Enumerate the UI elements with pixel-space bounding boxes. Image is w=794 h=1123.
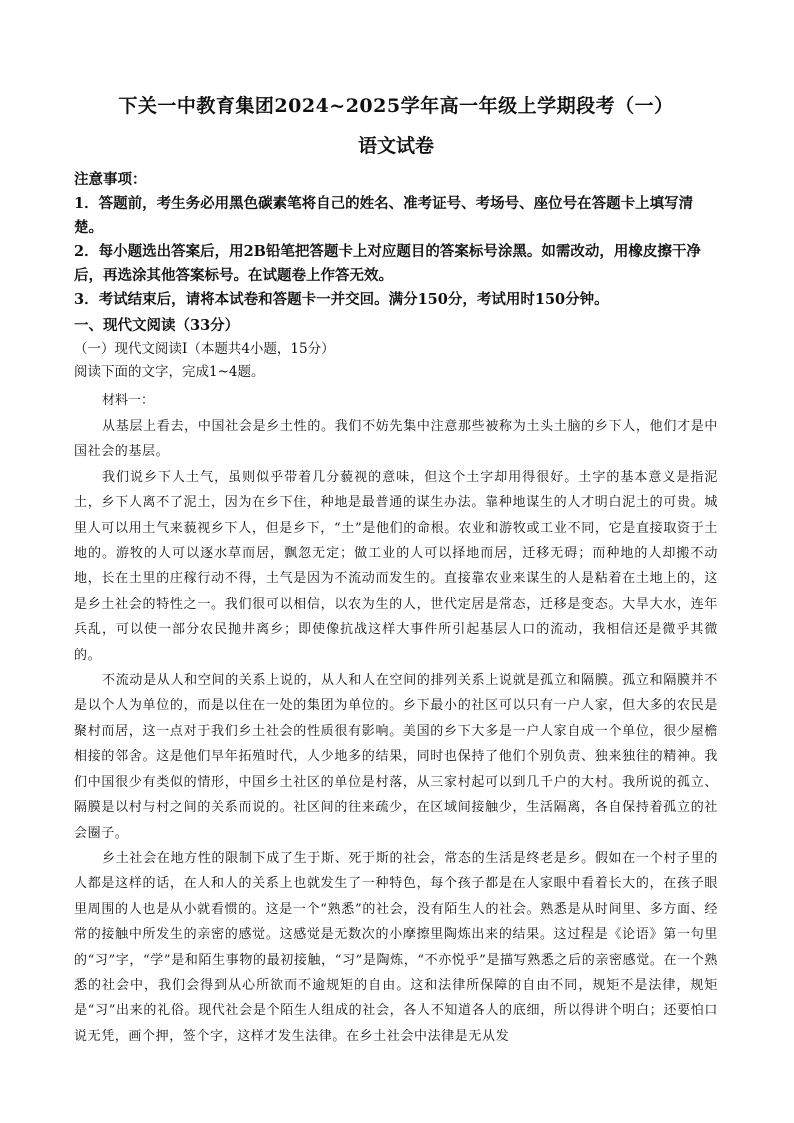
passage-paragraph: 不流动是从人和空间的关系上说的，从人和人在空间的排列关系上说就是孤立和隔膜。孤立和隔膜并不是以个人为单位的，而是以住在一处的集团为单位的。乡下最小的社区可以只有一户人家，但大多的农民是聚村而居，这一点对于我们乡土社会的性质很有影响。美国的乡下大多是一户人家自成一个单位，很少屋檐相接的邻舍。这是他们早年拓殖时代，人少地多的结果，同时也保持了他们个别负责、独来独往的精神。我们中国很少有类似的情形，中国乡土社区的单位是村落，从三家村起可以到几千户的大村。我所说的孤立、隔膜是以村与村之间的关系而说的。社区间的往来疏少，在区域间接触少，生活隔离，各自保持着孤立的社会圈子。 (74, 673, 718, 841)
passage-paragraph: 从基层上看去，中国社会是乡土性的。我们不妨先集中注意那些被称为土头土脑的乡下人，他们才是中国社会的基层。 (74, 419, 718, 460)
subsection-heading: （一）现代文阅读Ⅰ（本题共4小题，15分） (74, 341, 335, 357)
note-item: 2．每小题选出答案后，用2B铅笔把答题卡上对应题目的答案标号涂黑。如需改动，用橡皮擦干净后，再选涂其他答案标号。在试题卷上作答无效。 (74, 243, 701, 284)
passage-paragraph: 乡土社会在地方性的限制下成了生于斯、死于斯的社会，常态的生活是终老是乡。假如在一个村子里的人都是这样的话，在人和人的关系上也就发生了一种特色，每个孩子都是在人家眼中看着长大的，在孩子眼里周围的人也是从小就看惯的。这是一个“熟悉”的社会，没有陌生人的社会。熟悉是从时间里、多方面、经常的接触中所发生的亲密的感觉。这感觉是无数次的小摩擦里陶炼出来的结果。这过程是《论语》第一句里的“习”字，“学”是和陌生事物的最初接触，“习”是陶炼，“不亦悦乎”是描写熟悉之后的亲密感觉。在一个熟悉的社会中，我们会得到从心所欲而不逾规矩的自由。这和法律所保障的自由不同，规矩不是法律，规矩是“习”出来的礼俗。现代社会是个陌生人组成的社会，各人不知道各人的底细，所以得讲个明白；还要怕口说无凭，画个押，签个字，这样才发生法律。在乡土社会中法律是无从发 (74, 850, 718, 1044)
material-label: 材料一： (102, 393, 155, 408)
section-heading: 一、现代文阅读（33分） (74, 317, 240, 334)
reading-instruction: 阅读下面的文字，完成1~4题。 (74, 364, 265, 380)
note-item: 3．考试结束后，请将本试卷和答题卡一并交回。满分150分，考试用时150分钟。 (74, 291, 609, 308)
notes-block (74, 168, 718, 312)
passage-paragraph: 我们说乡下人土气，虽则似乎带着几分藐视的意味，但这个土字却用得很好。土字的基本意义是指泥土，乡下人离不了泥土，因为在乡下住，种地是最普通的谋生办法。靠种地谋生的人才明白泥土的可贵。城里人可以用土气来藐视乡下人，但是乡下，“土”是他们的命根。农业和游牧或工业不同，它是直接取资于土地的。游牧的人可以逐水草而居，飘忽无定；做工业的人可以择地而居，迁移无碍；而种地的人却搬不动地，长在土里的庄稼行动不得，土气是因为不流动而发生的。直接靠农业来谋生的人是粘着在土地上的，这是乡土社会的特性之一。我们很可以相信，以农为生的人，世代定居是常态，迁移是变态。大旱大水，连年兵乱，可以使一部分农民抛井离乡；即使像抗战这样大事件所引起基层人口的流动，我相信还是微乎其微的。 (74, 469, 718, 663)
reading-passage (74, 414, 718, 1049)
exam-title: 下关一中教育集团2024~2025学年高一年级上学期段考（一） (118, 95, 674, 117)
notes-heading: 注意事项： (74, 171, 147, 188)
exam-subtitle: 语文试卷 (357, 135, 434, 157)
note-item: 1．答题前，考生务必用黑色碳素笔将自己的姓名、准考证号、考场号、座位号在答题卡上填写清楚。 (74, 195, 694, 236)
